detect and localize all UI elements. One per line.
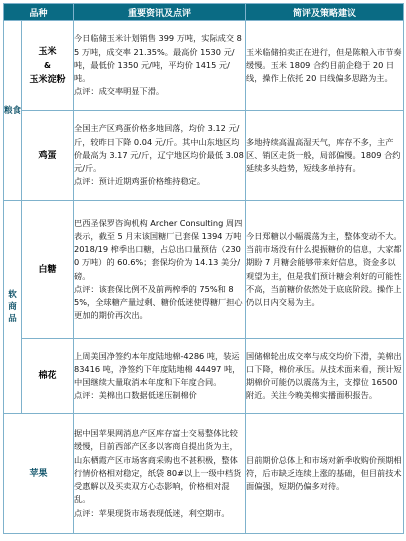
table-header-row — [4, 4, 404, 21]
header-category: 品种 — [4, 4, 74, 21]
news-cell: 全国主产区鸡蛋价格多地回落，均价 3.12 元/斤，较昨日下降 0.04 元/斤。其中山东地区均价最高为 3.17 元/斤，辽宁地区均价最低 3.08 元/斤。 点评：预计近期鸡蛋价格维持稳定。 — [74, 111, 246, 201]
table-row — [4, 111, 404, 201]
news-cell: 据中国苹果网消息产区库存富士交易整体比较缓慢，目前西部产区多以客商自提出货为主，山东栖霞产区市场客商采购也不甚积极，整体行情价格相对稳定，纸袋 80#以上一级中档货受惠解以及买卖双方心态影响，价格相对混乱。 点评：苹果现货市场表现低迷，利空期市。 — [74, 414, 246, 534]
group-grain: 粮食 — [4, 21, 22, 201]
header-strategy: 简评及策略建议 — [246, 4, 404, 21]
variety-cotton: 棉花 — [22, 339, 74, 414]
news-cell: 巴西圣保罗咨询机构 Archer Consulting 周四表示，截至 5 月末该国糖厂已套保 1394 万吨 2018/19 榨季出口糖，占总出口量预估（2300 万吨）的 60.6%；套保均价为 14.13 美分/磅。 点评：该套保比例不及前两榨季的 75%和 85%，全球糖产量过剩、糖价低迷使得糖厂担心更加的期价再次出。 — [74, 201, 246, 339]
strategy-cell: 多地持续高温高湿天气，库存不多，主产区、销区走货一般，局部偏慢。1809 合约延续多头趋势，短线多单持有。 — [246, 111, 404, 201]
group-soft: 软 商 品 — [4, 201, 22, 414]
news-cell: 今日临储玉米计划销售 399 万吨，实际成交 85 万吨，成交率 21.35%。最高价 1530 元/吨，最低价 1350 元/吨，平均价 1415 元/吨。 点评：成交率明显下滑。 — [74, 21, 246, 111]
news-cell: 上周美国净签约本年度陆地棉-4286 吨，装运 83416 吨，净签约下年度陆地棉 44497 吨，中国继续大量取消本年度和下年度合同。 点评：美棉出口数据低迷压制棉价 — [74, 339, 246, 414]
variety-sugar: 白糖 — [22, 201, 74, 339]
strategy-cell: 目前期价总体上和市场对新季收购价预期相符，后市缺乏连续上涨的基础，但目前技术面偏强，短期仍偏多对待。 — [246, 414, 404, 534]
strategy-cell: 玉米临储拍卖正在进行，但是陈粮入市节奏缓慢。玉米 1809 合约目前企稳于 20 日线，操作上依托 20 日线偏多思路为主。 — [246, 21, 404, 111]
table-row — [4, 201, 404, 339]
header-news: 重要资讯及点评 — [74, 4, 246, 21]
group-apple: 苹果 — [4, 414, 74, 534]
strategy-cell: 今日郑糖以小幅震荡为主，整体变动不大。当前市场没有什么提振糖价的信息，大家都期盼 7 月糖会能够带来好信息，资金多以观望为主，但是我们预计糖会利好的可能性不高，当前糖价依然处于底底阶段。操作上仍以日内交易为主。 — [246, 201, 404, 339]
table-row — [4, 21, 404, 111]
strategy-cell: 国储棉轮出成交率与成交均价下滑，美棉出口下降，棉价承压。从技术面来看，预计短期棉价可能仍以震荡为主，支撑位 16500 附近。关注今晚美棉实播面积报告。 — [246, 339, 404, 414]
variety-egg: 鸡蛋 — [22, 111, 74, 201]
strategy-table — [3, 3, 404, 534]
table-row — [4, 414, 404, 534]
variety-corn: 玉米 & 玉米淀粉 — [22, 21, 74, 111]
table-row — [4, 339, 404, 414]
